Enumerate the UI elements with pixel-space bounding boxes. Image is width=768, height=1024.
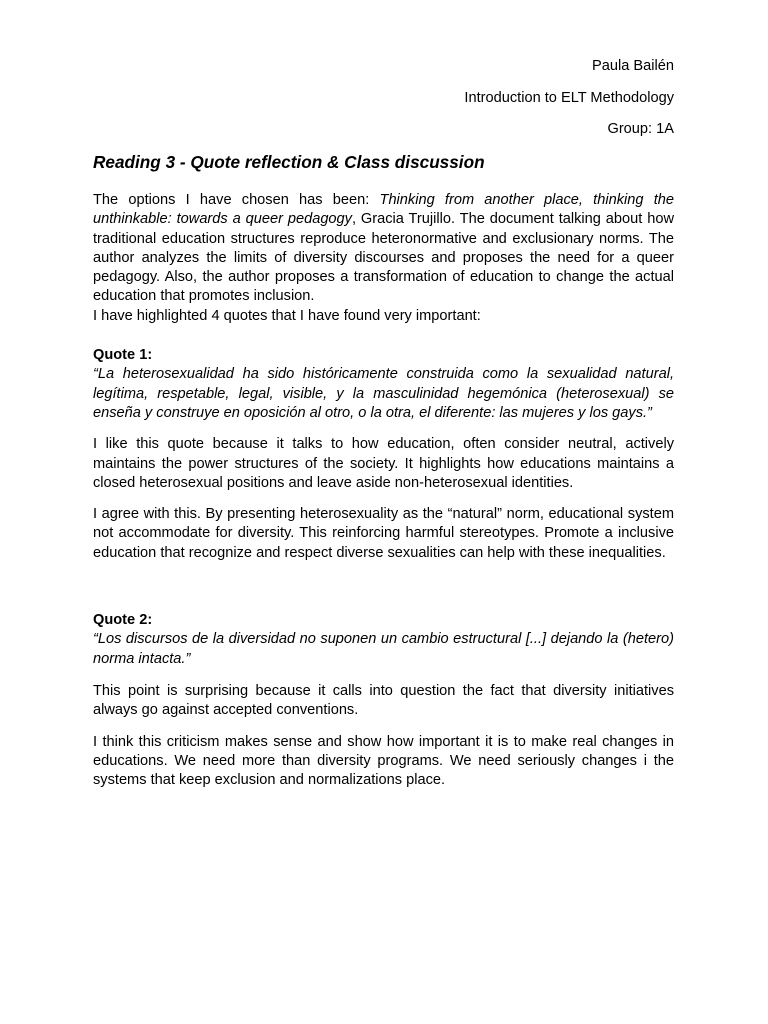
work-title: Thinking from another place, thinking the unthinkable: towards a queer pedagogy	[93, 192, 674, 228]
quote1-paragraph-1: I like this quote because it talks to how education, often consider neutral, actively maintains the power structures of the society. It highlights how educations maintains a closed heterosexual positions and leave aside non-heterosexual identities.	[93, 436, 674, 491]
quote2-paragraph-1: This point is surprising because it calls into question the fact that diversity initiatives always go against accepted conventions.	[93, 682, 674, 719]
intro-rest: , Gracia Trujillo. The document talking about how traditional education structures reproduce heteronormative and exclusionary norms. The author analyzes the limits of diversity discourses and proposes the need for a queer pedagogy. Also, the author proposes a transformation of education to change the actual education that promotes inclusion.	[93, 211, 674, 305]
quote1-paragraph-2: I agree with this. By presenting heterosexuality as the “natural” norm, educational system not accommodate for diversity. This reinforcing harmful stereotypes. Promote a inclusive education that recognize and respect diverse sexualities can help with these inequalities.	[93, 506, 674, 561]
quote2-text: “Los discursos de la diversidad no suponen un cambio estructural [...] dejando la (hetero) norma intacta.”	[93, 631, 674, 667]
document-title: Reading 3 - Quote reflection & Class discussion	[93, 152, 485, 172]
intro-paragraph	[93, 191, 674, 307]
intro-lead: The options I have chosen has been:	[93, 192, 380, 208]
quote1-heading: Quote 1:	[93, 347, 153, 364]
document-body	[93, 150, 674, 790]
group-label: Group: 1A	[607, 121, 674, 137]
highlight-line: I have highlighted 4 quotes that I have found very important:	[93, 307, 481, 324]
quote1-text: “La heterosexualidad ha sido históricamente construida como la sexualidad natural, legítima, respetable, legal, visible, y la masculinidad hegemónica (heterosexual) se enseña y construye en oposición al otro, o la otra, el diferente: las mujeres y los gays.”	[93, 366, 674, 421]
author-name: Paula Bailén	[592, 58, 674, 74]
quote2-paragraph-2: I think this criticism makes sense and show how important it is to make real changes in educations. We need more than diversity programs. We need seriously changes i the systems that keep exclusion and normalizations place.	[93, 733, 674, 789]
quote2-heading: Quote 2:	[93, 612, 153, 629]
course-name: Introduction to ELT Methodology	[464, 90, 674, 106]
